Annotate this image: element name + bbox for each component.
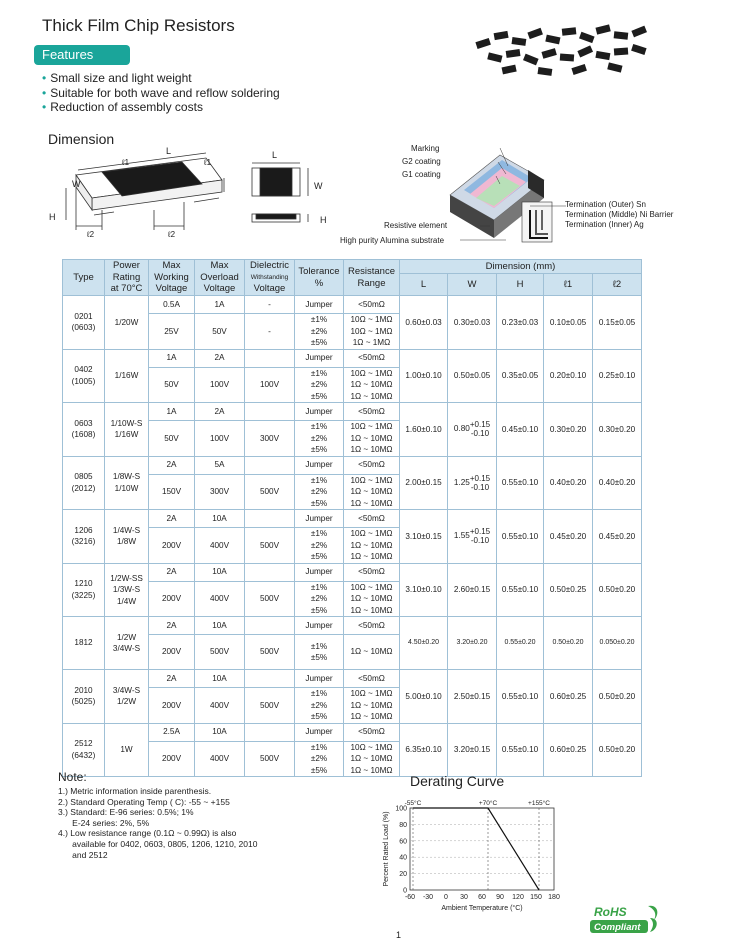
col-header-L: L [400, 274, 448, 296]
cell-dim-W: 2.50±0.15 [448, 670, 497, 724]
cell-type: 0201 (0603) [63, 296, 105, 350]
cell-type: 1206 (3216) [63, 510, 105, 564]
cell-range: <50mΩ [344, 456, 400, 474]
x-tick-label: 90 [496, 894, 504, 901]
cell-dielectric: 500V [245, 474, 295, 510]
termination-detail [516, 196, 566, 246]
cell-range: <50mΩ [344, 510, 400, 528]
cell-dim-l1: 0.50±0.25 [544, 563, 593, 617]
cell-type: 2010 (5025) [63, 670, 105, 724]
cell-range: <50mΩ [344, 403, 400, 421]
dim-label-W: W [72, 179, 81, 189]
cell-dim-W: 1.25 +0.15 -0.10 [448, 456, 497, 510]
label-term-middle: Termination (Middle) Ni Barrier [565, 210, 674, 219]
feature-item: • Suitable for both wave and reflow soldering [42, 86, 280, 101]
cell-type: 0603 (1608) [63, 403, 105, 457]
cell-max-overload: 400V [195, 581, 245, 617]
cell-tolerance: Jumper [295, 510, 344, 528]
cell-dim-l2: 0.45±0.20 [593, 510, 642, 564]
cell-dielectric: - [245, 296, 295, 314]
cell-dim-l2: 0.25±0.10 [593, 349, 642, 403]
cell-max-working: 2A [149, 456, 195, 474]
cell-power: 1/4W-S 1/8W [105, 510, 149, 564]
dim-label-l1b: ℓ1 [204, 158, 212, 167]
cell-tolerance: ±1% ±2% ±5% [295, 688, 344, 724]
feature-item: • Reduction of assembly costs [42, 100, 280, 115]
y-tick-label: 60 [399, 838, 407, 846]
x-tick-label: -30 [422, 894, 434, 901]
cell-dim-W: 0.50±0.05 [448, 349, 497, 403]
cell-range: 10Ω ~ 1MΩ 10Ω ~ 1MΩ 1Ω ~ 1MΩ [344, 314, 400, 350]
marker-label: +155°C [528, 800, 550, 807]
cell-dim-H: 0.55±0.10 [497, 456, 544, 510]
spec-table [62, 259, 642, 777]
cell-dim-L: 0.60±0.03 [400, 296, 448, 350]
cell-dim-l2: 0.15±0.05 [593, 296, 642, 350]
col-header-power: Power Rating at 70°C [105, 260, 149, 296]
chip-resistors-photo [462, 22, 662, 82]
col-header-range: Resistance Range [344, 260, 400, 296]
cell-dielectric [245, 510, 295, 528]
label-resistive-element: Resistive element [384, 221, 448, 230]
cell-power: 1/2W 3/4W-S [105, 617, 149, 670]
cell-max-working: 2A [149, 670, 195, 688]
rohs-logo [588, 900, 662, 936]
cell-max-working: 2A [149, 617, 195, 635]
cell-range: <50mΩ [344, 723, 400, 741]
note-item: 4.) Low resistance range (0.1Ω ~ 0.99Ω) is also [58, 828, 237, 839]
cell-max-working: 2A [149, 563, 195, 581]
cell-max-overload: 300V [195, 474, 245, 510]
cell-dim-L: 3.10±0.15 [400, 510, 448, 564]
col-header-max-working: Max Working Voltage [149, 260, 195, 296]
cell-range: <50mΩ [344, 617, 400, 635]
features-badge: Features [34, 45, 130, 65]
cell-max-overload: 400V [195, 688, 245, 724]
note-title: Note: [58, 770, 87, 784]
cell-dim-H: 0.55±0.10 [497, 723, 544, 777]
cell-max-overload: 400V [195, 741, 245, 777]
note-item: and 2512 [58, 849, 108, 860]
cell-max-working: 2A [149, 510, 195, 528]
marker-label: +70°C [478, 800, 498, 807]
cell-power: 3/4W-S 1/2W [105, 670, 149, 724]
cell-max-working: 150V [149, 474, 195, 510]
cell-range: <50mΩ [344, 563, 400, 581]
cell-max-working: 200V [149, 688, 195, 724]
y-tick-label: 0 [403, 887, 407, 895]
cell-max-overload: 100V [195, 421, 245, 457]
label-substrate: High purity Alumina substrate [340, 236, 445, 245]
cell-power: 1/20W [105, 296, 149, 350]
cell-dim-H: 0.55±0.10 [497, 563, 544, 617]
cell-dielectric: 500V [245, 688, 295, 724]
cell-dielectric [245, 456, 295, 474]
cell-dim-H: 0.55±0.20 [497, 617, 544, 670]
cell-dim-l1: 0.40±0.20 [544, 456, 593, 510]
label-g2-coating: G2 coating [402, 157, 441, 166]
dim-label-L-top: L [272, 150, 278, 160]
cell-range: 10Ω ~ 1MΩ 1Ω ~ 10MΩ 1Ω ~ 10MΩ [344, 688, 400, 724]
cell-dim-W: 2.60±0.15 [448, 563, 497, 617]
cell-type: 1210 (3225) [63, 563, 105, 617]
features-list [42, 71, 280, 115]
cell-dim-l2: 0.50±0.20 [593, 563, 642, 617]
cell-range: 10Ω ~ 1MΩ 1Ω ~ 10MΩ 1Ω ~ 10MΩ [344, 741, 400, 777]
derating-chart [378, 792, 588, 920]
cell-dim-l2: 0.050±0.20 [593, 617, 642, 670]
cell-max-working: 50V [149, 421, 195, 457]
rohs-compliant-text: Compliant [594, 922, 641, 933]
note-item: available for 0402, 0603, 0805, 1206, 1210, 2010 [58, 838, 258, 849]
x-axis-label: Ambient Temperature (°C) [441, 905, 523, 912]
cell-dim-L: 3.10±0.10 [400, 563, 448, 617]
cell-tolerance: ±1% ±2% ±5% [295, 474, 344, 510]
cell-tolerance: ±1% ±2% ±5% [295, 528, 344, 564]
y-tick-label: 20 [399, 871, 407, 879]
cell-power: 1/16W [105, 349, 149, 403]
cell-dim-H: 0.55±0.10 [497, 510, 544, 564]
cell-tolerance: Jumper [295, 349, 344, 367]
cell-dim-H: 0.45±0.10 [497, 403, 544, 457]
col-header-l2: ℓ2 [593, 274, 642, 296]
dim-label-H-side: H [320, 215, 327, 225]
cell-range: 10Ω ~ 1MΩ 1Ω ~ 10MΩ 1Ω ~ 10MΩ [344, 474, 400, 510]
cell-range: 10Ω ~ 1MΩ 1Ω ~ 10MΩ 1Ω ~ 10MΩ [344, 581, 400, 617]
col-header-H: H [497, 274, 544, 296]
cell-dim-l1: 0.20±0.10 [544, 349, 593, 403]
cell-dielectric [245, 563, 295, 581]
cell-max-working: 25V [149, 314, 195, 350]
cell-power: 1W [105, 723, 149, 777]
cell-dim-l1: 0.50±0.20 [544, 617, 593, 670]
cell-dielectric: 100V [245, 367, 295, 403]
cell-dim-H: 0.55±0.10 [497, 670, 544, 724]
cell-max-overload: 500V [195, 635, 245, 670]
cell-max-working: 200V [149, 528, 195, 564]
cell-max-overload: 10A [195, 670, 245, 688]
cell-range: <50mΩ [344, 670, 400, 688]
cell-tolerance: ±1% ±2% ±5% [295, 367, 344, 403]
col-header-l1: ℓ1 [544, 274, 593, 296]
note-item: 2.) Standard Operating Temp ( C): -55 ~ +155 [58, 796, 230, 807]
x-tick-label: 150 [530, 894, 542, 901]
cell-tolerance: ±1% ±2% ±5% [295, 581, 344, 617]
page-title: Thick Film Chip Resistors [42, 16, 235, 35]
cell-dielectric [245, 723, 295, 741]
cell-max-working: 50V [149, 367, 195, 403]
cell-max-overload: 10A [195, 617, 245, 635]
dim-label-H: H [49, 212, 56, 222]
cell-dielectric: 300V [245, 421, 295, 457]
cell-max-overload: 100V [195, 367, 245, 403]
col-header-dimension: Dimension (mm) [400, 260, 642, 274]
rohs-text: RoHS [594, 905, 627, 919]
cell-dim-l2: 0.40±0.20 [593, 456, 642, 510]
cell-dim-L: 1.00±0.10 [400, 349, 448, 403]
cell-max-overload: 50V [195, 314, 245, 350]
cell-dim-l1: 0.60±0.25 [544, 670, 593, 724]
cell-dim-l1: 0.10±0.05 [544, 296, 593, 350]
x-tick-label: 120 [512, 894, 524, 901]
plot-area [410, 808, 554, 890]
cell-tolerance: Jumper [295, 296, 344, 314]
cell-max-working: 2.5A [149, 723, 195, 741]
cell-power: 1/10W-S 1/16W [105, 403, 149, 457]
cell-max-overload: 1A [195, 296, 245, 314]
cell-range: 10Ω ~ 1MΩ 1Ω ~ 10MΩ 1Ω ~ 10MΩ [344, 528, 400, 564]
cell-max-overload: 10A [195, 510, 245, 528]
note-list [58, 786, 318, 860]
cell-dim-W: 3.20±0.15 [448, 723, 497, 777]
x-tick-label: 30 [460, 894, 468, 901]
derating-title: Derating Curve [410, 773, 505, 789]
cell-dim-W: 1.55 +0.15 -0.10 [448, 510, 497, 564]
cell-max-overload: 5A [195, 456, 245, 474]
cell-dielectric: 500V [245, 581, 295, 617]
cell-dim-H: 0.35±0.05 [497, 349, 544, 403]
cell-max-working: 200V [149, 581, 195, 617]
note-item: 3.) Standard: E-96 series: 0.5%; 1% [58, 807, 194, 818]
cell-max-working: 200V [149, 635, 195, 670]
dim-label-l2b: ℓ2 [168, 230, 176, 239]
cell-type: 2512 (6432) [63, 723, 105, 777]
cell-type: 0402 (1005) [63, 349, 105, 403]
cell-tolerance: Jumper [295, 617, 344, 635]
x-tick-label: 60 [478, 894, 486, 901]
cell-dielectric [245, 349, 295, 367]
cell-dielectric: 500V [245, 741, 295, 777]
cell-dim-L: 4.50±0.20 [400, 617, 448, 670]
note-item: 1.) Metric information inside parenthesis. [58, 786, 212, 796]
cell-dim-L: 1.60±0.10 [400, 403, 448, 457]
cell-dim-l2: 0.50±0.20 [593, 723, 642, 777]
cell-dim-W: 0.30±0.03 [448, 296, 497, 350]
cell-dim-l1: 0.45±0.20 [544, 510, 593, 564]
y-tick-label: 80 [399, 821, 407, 829]
cell-dim-L: 5.00±0.10 [400, 670, 448, 724]
cell-tolerance: ±1% ±2% ±5% [295, 314, 344, 350]
cell-power: 1/8W-S 1/10W [105, 456, 149, 510]
col-header-type: Type [63, 260, 105, 296]
cell-tolerance: Jumper [295, 403, 344, 421]
cell-dielectric [245, 670, 295, 688]
cell-dim-l2: 0.50±0.20 [593, 670, 642, 724]
cell-dielectric: - [245, 314, 295, 350]
cell-tolerance: ±1% ±2% ±5% [295, 741, 344, 777]
cell-power: 1/2W-SS 1/3W-S 1/4W [105, 563, 149, 617]
cell-dim-l1: 0.60±0.25 [544, 723, 593, 777]
y-axis-label: Percent Rated Load (%) [383, 811, 390, 887]
cell-dim-l1: 0.30±0.20 [544, 403, 593, 457]
feature-item: • Small size and light weight [42, 71, 280, 86]
cell-dielectric: 500V [245, 635, 295, 670]
y-tick-label: 100 [395, 805, 407, 813]
cell-range: 10Ω ~ 1MΩ 1Ω ~ 10MΩ 1Ω ~ 10MΩ [344, 421, 400, 457]
cell-max-overload: 10A [195, 563, 245, 581]
x-tick-label: -60 [404, 894, 416, 901]
cell-max-working: 1A [149, 403, 195, 421]
label-term-inner: Termination (Inner) Ag [565, 220, 644, 229]
x-tick-label: 180 [548, 894, 560, 901]
dim-label-l2: ℓ2 [87, 230, 95, 239]
y-tick-label: 40 [399, 854, 407, 862]
dim-label-L: L [166, 146, 172, 156]
cell-max-overload: 2A [195, 403, 245, 421]
cell-range: <50mΩ [344, 296, 400, 314]
cell-tolerance: Jumper [295, 670, 344, 688]
col-header-W: W [448, 274, 497, 296]
cell-dim-H: 0.23±0.03 [497, 296, 544, 350]
dim-label-l1: ℓ1 [122, 158, 130, 167]
marker-label: -55°C [404, 800, 422, 807]
note-item: E-24 series: 2%, 5% [58, 817, 150, 828]
cell-dim-W: 0.80 +0.15 -0.10 [448, 403, 497, 457]
chip-dimension-drawing [54, 140, 244, 245]
col-header-dielectric: Dielectric Withstanding Voltage [245, 260, 295, 296]
label-g1-coating: G1 coating [402, 170, 441, 179]
cell-tolerance: Jumper [295, 456, 344, 474]
cell-type: 0805 (2012) [63, 456, 105, 510]
cell-range: <50mΩ [344, 349, 400, 367]
cell-dim-L: 2.00±0.15 [400, 456, 448, 510]
cell-max-overload: 2A [195, 349, 245, 367]
cell-range: 1Ω ~ 10MΩ [344, 635, 400, 670]
col-header-max-overload: Max Overload Voltage [195, 260, 245, 296]
cell-dim-l2: 0.30±0.20 [593, 403, 642, 457]
cell-dim-W: 3.20±0.20 [448, 617, 497, 670]
cell-dielectric [245, 617, 295, 635]
cell-type: 1812 [63, 617, 105, 670]
cell-tolerance: ±1% ±2% ±5% [295, 421, 344, 457]
cell-tolerance: Jumper [295, 723, 344, 741]
cell-dim-L: 6.35±0.10 [400, 723, 448, 777]
cell-max-working: 200V [149, 741, 195, 777]
cell-max-working: 1A [149, 349, 195, 367]
cell-max-working: 0.5A [149, 296, 195, 314]
cell-dielectric [245, 403, 295, 421]
cell-max-overload: 10A [195, 723, 245, 741]
dim-label-W-top: W [314, 181, 323, 191]
col-header-tolerance: Tolerance % [295, 260, 344, 296]
cell-range: 10Ω ~ 1MΩ 1Ω ~ 10MΩ 1Ω ~ 10MΩ [344, 367, 400, 403]
dimension-title: Dimension [48, 131, 115, 147]
cell-dielectric: 500V [245, 528, 295, 564]
x-tick-label: 0 [444, 894, 448, 901]
page-number: 1 [396, 930, 402, 940]
label-marking: Marking [411, 144, 440, 153]
cell-tolerance: Jumper [295, 563, 344, 581]
label-term-outer: Termination (Outer) Sn [565, 200, 646, 209]
cell-max-overload: 400V [195, 528, 245, 564]
cell-tolerance: ±1% ±5% [295, 635, 344, 670]
